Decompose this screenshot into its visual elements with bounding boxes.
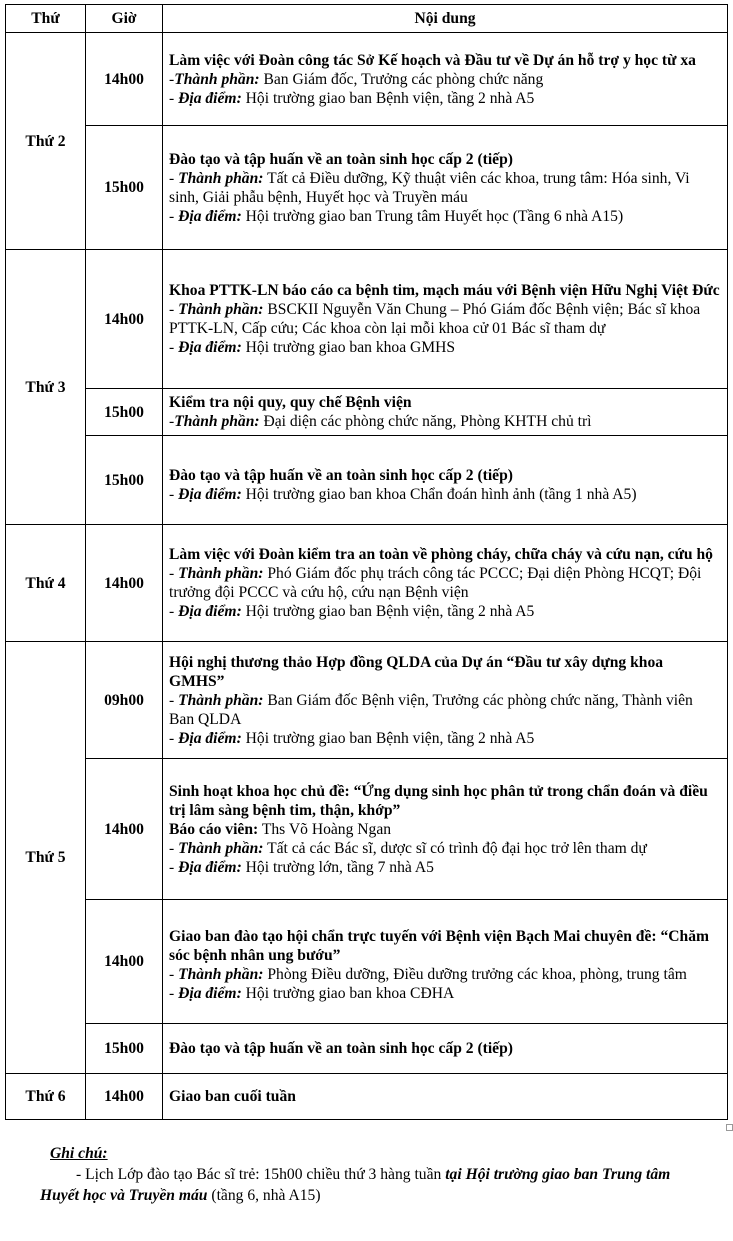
- table-resize-handle: [726, 1124, 733, 1131]
- event-title: Sinh hoạt khoa học chủ đề: “Ứng dụng sinh học phân tử trong chẩn đoán và điều trị lâm sàng bệnh tim, thận, khớp”: [169, 782, 708, 819]
- time-cell: 14h00: [86, 33, 163, 126]
- time-cell: 15h00: [86, 126, 163, 250]
- header-row: [6, 5, 728, 33]
- table-row: [6, 33, 728, 126]
- content-cell: [163, 33, 728, 126]
- event-location: - Địa điểm: Hội trường giao ban Trung tâm Huyết học (Tầng 6 nhà A15): [169, 207, 624, 225]
- day-cell: Thứ 4: [6, 525, 86, 642]
- day-cell: Thứ 3: [6, 250, 86, 525]
- event-participants: - Thành phần: BSCKII Nguyễn Văn Chung – Phó Giám đốc Bệnh viện; Bác sĩ khoa PTTK-LN, Cấp cứu; Các khoa còn lại mỗi khoa cử 01 Bác sĩ tham dự: [169, 301, 701, 337]
- header-time: Giờ: [86, 5, 163, 33]
- event-title: Đào tạo và tập huấn về an toàn sinh học cấp 2 (tiếp): [169, 1040, 513, 1057]
- event-participants: - Thành phần: Phòng Điều dưỡng, Điều dưỡng trưởng các khoa, phòng, trung tâm: [169, 966, 687, 983]
- event-title: Kiểm tra nội quy, quy chế Bệnh viện: [169, 394, 412, 411]
- day-cell: Thứ 2: [6, 33, 86, 250]
- time-cell: 14h00: [86, 759, 163, 900]
- note-section: [40, 1143, 710, 1206]
- event-participants: - Thành phần: Phó Giám đốc phụ trách công tác PCCC; Đại diện Phòng HCQT; Đội trưởng đội PCCC và cứu hộ, cứu nạn Bệnh viện: [169, 565, 702, 601]
- content-cell: [163, 1024, 728, 1074]
- note-text: - Lịch Lớp đào tạo Bác sĩ trẻ: 15h00 chiều thứ 3 hàng tuần tại Hội trường giao ban Trung tâm Huyết học và Truyền máu (tầng 6, nhà A15): [40, 1166, 671, 1204]
- schedule-table: [5, 4, 728, 1120]
- table-row: [6, 642, 728, 759]
- time-cell: 15h00: [86, 389, 163, 436]
- event-location: - Địa điểm: Hội trường giao ban khoa Chẩn đoán hình ảnh (tầng 1 nhà A5): [169, 485, 637, 503]
- event-title: Khoa PTTK-LN báo cáo ca bệnh tim, mạch máu với Bệnh viện Hữu Nghị Việt Đức: [169, 282, 720, 299]
- event-participants: -Thành phần: Đại diện các phòng chức năng, Phòng KHTH chủ trì: [169, 413, 592, 430]
- event-speaker: Báo cáo viên: Ths Võ Hoàng Ngan: [169, 820, 392, 838]
- event-location: - Địa điểm: Hội trường giao ban Bệnh viện, tầng 2 nhà A5: [169, 89, 535, 107]
- event-title: Đào tạo và tập huấn về an toàn sinh học cấp 2 (tiếp): [169, 466, 513, 484]
- table-row: [6, 389, 728, 436]
- event-participants: -Thành phần: Ban Giám đốc, Trưởng các phòng chức năng: [169, 70, 544, 88]
- event-participants: - Thành phần: Tất cả Điều dưỡng, Kỹ thuật viên các khoa, trung tâm: Hóa sinh, Vi sinh, Giải phẫu bệnh, Huyết học và Truyền máu: [169, 169, 690, 206]
- content-cell: [163, 126, 728, 250]
- content-cell: [163, 389, 728, 436]
- table-row: [6, 900, 728, 1024]
- content-cell: [163, 759, 728, 900]
- event-location: - Địa điểm: Hội trường giao ban Bệnh viện, tầng 2 nhà A5: [169, 603, 535, 620]
- event-location: - Địa điểm: Hội trường giao ban Bệnh viện, tầng 2 nhà A5: [169, 729, 535, 747]
- event-title: Làm việc với Đoàn công tác Sở Kế hoạch và Đầu tư về Dự án hỗ trợ y học từ xa: [169, 51, 696, 69]
- table-row: [6, 436, 728, 525]
- table-row: [6, 759, 728, 900]
- content-cell: [163, 525, 728, 642]
- event-title: Giao ban cuối tuần: [169, 1088, 296, 1105]
- event-location: - Địa điểm: Hội trường giao ban khoa GMHS: [169, 339, 456, 356]
- table-row: [6, 250, 728, 389]
- header-content: Nội dung: [163, 5, 728, 33]
- time-cell: 15h00: [86, 436, 163, 525]
- time-cell: 09h00: [86, 642, 163, 759]
- header-day: Thứ: [6, 5, 86, 33]
- event-participants: - Thành phần: Tất cả các Bác sĩ, dược sĩ có trình độ đại học trở lên tham dự: [169, 839, 647, 857]
- table-row: [6, 525, 728, 642]
- table-row: [6, 1074, 728, 1120]
- event-location: - Địa điểm: Hội trường lớn, tầng 7 nhà A5: [169, 858, 434, 876]
- time-cell: 14h00: [86, 250, 163, 389]
- content-cell: [163, 436, 728, 525]
- content-cell: [163, 1074, 728, 1120]
- event-title: Làm việc với Đoàn kiểm tra an toàn về phòng cháy, chữa cháy và cứu nạn, cứu hộ: [169, 546, 713, 563]
- content-cell: [163, 642, 728, 759]
- day-cell: Thứ 6: [6, 1074, 86, 1120]
- content-cell: [163, 250, 728, 389]
- table-row: [6, 126, 728, 250]
- event-title: Giao ban đào tạo hội chẩn trực tuyến với Bệnh viện Bạch Mai chuyên đề: “Chăm sóc bệnh nhân ung bướu”: [169, 928, 709, 964]
- day-cell: Thứ 5: [6, 642, 86, 1074]
- table-row: [6, 1024, 728, 1074]
- time-cell: 14h00: [86, 1074, 163, 1120]
- event-title: Đào tạo và tập huấn về an toàn sinh học cấp 2 (tiếp): [169, 150, 513, 168]
- event-title: Hội nghị thương thảo Hợp đồng QLDA của Dự án “Đầu tư xây dựng khoa GMHS”: [169, 653, 664, 690]
- event-location: - Địa điểm: Hội trường giao ban khoa CĐHA: [169, 985, 455, 1002]
- time-cell: 15h00: [86, 1024, 163, 1074]
- event-participants: - Thành phần: Ban Giám đốc Bệnh viện, Trưởng các phòng chức năng, Thành viên Ban QLDA: [169, 691, 693, 728]
- content-cell: [163, 900, 728, 1024]
- time-cell: 14h00: [86, 525, 163, 642]
- time-cell: 14h00: [86, 900, 163, 1024]
- note-heading: Ghi chú:: [50, 1145, 108, 1162]
